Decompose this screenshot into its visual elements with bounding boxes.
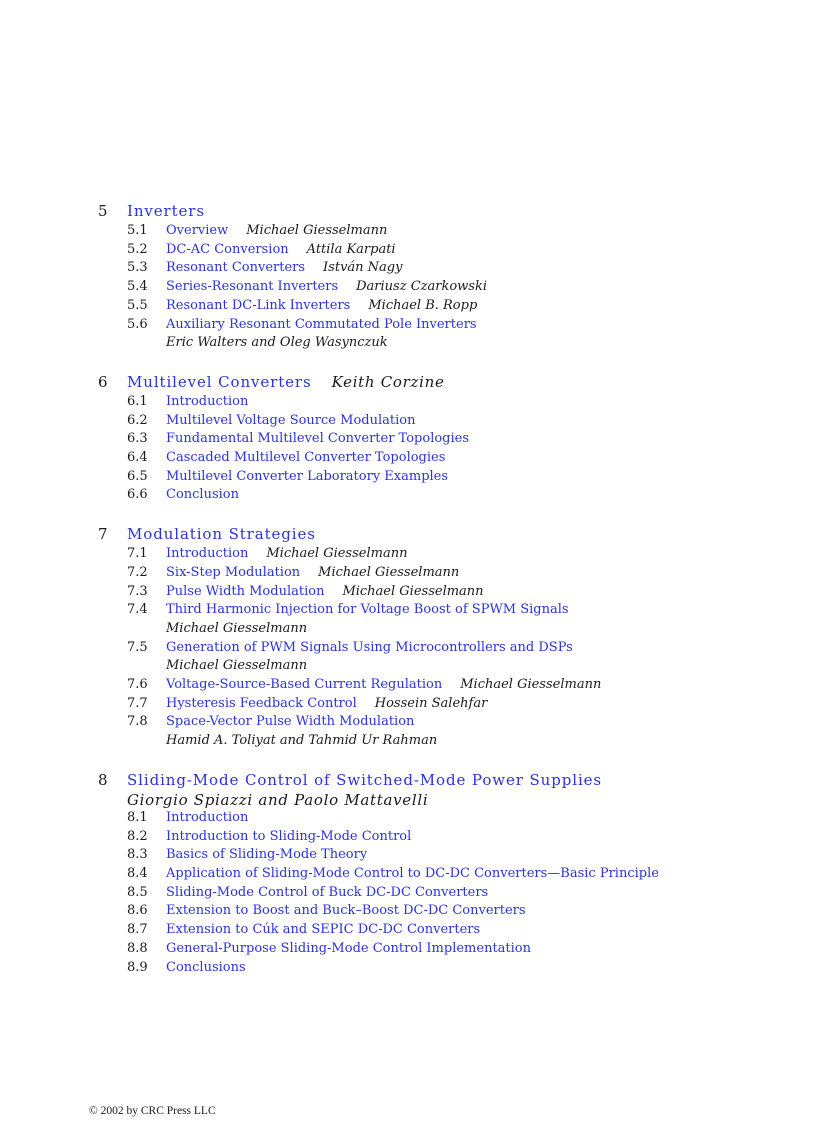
section-body bbox=[0, 713, 816, 750]
toc-section-row bbox=[0, 449, 816, 468]
toc-section-row bbox=[0, 921, 816, 940]
chapter-7 bbox=[0, 524, 816, 751]
section-title-link[interactable]: Introduction bbox=[166, 546, 249, 562]
section-number: 6.3 bbox=[127, 431, 148, 447]
toc-section-row bbox=[0, 278, 816, 297]
section-body bbox=[0, 583, 816, 602]
section-body bbox=[0, 486, 816, 505]
toc-section-row bbox=[0, 865, 816, 884]
section-number: 8.8 bbox=[127, 940, 148, 956]
copyright-footer: © 2002 by CRC Press LLC bbox=[89, 1105, 216, 1117]
section-title-link[interactable]: Series-Resonant Inverters bbox=[166, 279, 339, 295]
chapter-number: 7 bbox=[98, 525, 108, 544]
chapter-author-line: Giorgio Spiazzi and Paolo Mattavelli bbox=[127, 790, 429, 809]
section-number: 7.5 bbox=[127, 639, 148, 655]
toc-section-row bbox=[0, 695, 816, 714]
toc-section-row bbox=[0, 902, 816, 921]
chapter-title-line bbox=[127, 372, 445, 393]
section-title-link[interactable]: Conclusions bbox=[166, 959, 246, 975]
chapter-title-link[interactable]: Modulation Strategies bbox=[127, 525, 316, 544]
section-number: 6.6 bbox=[127, 487, 148, 503]
section-title-link[interactable]: Sliding-Mode Control of Buck DC-DC Converters bbox=[166, 884, 489, 900]
section-body bbox=[0, 278, 816, 297]
section-author-line: Michael Giesselmann bbox=[166, 620, 308, 636]
section-number: 7.2 bbox=[127, 564, 148, 580]
section-number: 6.1 bbox=[127, 393, 148, 409]
toc-section-row bbox=[0, 241, 816, 260]
section-title-link[interactable]: Overview bbox=[166, 223, 229, 238]
section-body bbox=[0, 846, 816, 865]
section-author: István Nagy bbox=[323, 260, 403, 276]
section-number: 7.4 bbox=[127, 602, 148, 618]
chapter-author: Keith Corzine bbox=[331, 372, 445, 391]
section-number: 6.5 bbox=[127, 468, 148, 484]
chapter-title-link[interactable]: Sliding-Mode Control of Switched-Mode Power Supplies bbox=[127, 770, 603, 789]
chapter-heading bbox=[0, 372, 816, 393]
section-body bbox=[0, 297, 816, 316]
chapter-title-line bbox=[127, 524, 316, 545]
section-body bbox=[0, 601, 816, 638]
section-body bbox=[0, 259, 816, 278]
section-body bbox=[0, 902, 816, 921]
section-author-line: Hamid A. Toliyat and Tahmid Ur Rahman bbox=[166, 733, 438, 749]
section-number: 8.7 bbox=[127, 922, 148, 938]
section-body bbox=[0, 809, 816, 828]
chapter-8 bbox=[0, 770, 816, 977]
section-title-link[interactable]: Hysteresis Feedback Control bbox=[166, 695, 357, 711]
section-number: 5.6 bbox=[127, 316, 148, 332]
section-number: 8.2 bbox=[127, 828, 148, 844]
section-title-link[interactable]: General-Purpose Sliding-Mode Control Implementation bbox=[166, 940, 531, 956]
section-number: 7.8 bbox=[127, 714, 148, 730]
section-title-link[interactable]: Basics of Sliding-Mode Theory bbox=[166, 847, 368, 863]
section-title-link[interactable]: Resonant DC-Link Inverters bbox=[166, 297, 351, 313]
section-title-link[interactable]: DC-AC Conversion bbox=[166, 241, 289, 257]
chapter-heading bbox=[0, 770, 816, 791]
chapter-6 bbox=[0, 372, 816, 505]
section-title-link[interactable]: Introduction bbox=[166, 809, 249, 825]
section-number: 8.6 bbox=[127, 903, 148, 919]
chapter-title-line bbox=[127, 770, 602, 791]
section-body bbox=[0, 676, 816, 695]
section-body bbox=[0, 412, 816, 431]
section-author: Attila Karpati bbox=[306, 241, 396, 257]
chapter-5 bbox=[0, 201, 816, 353]
section-title-link[interactable]: Cascaded Multilevel Converter Topologies bbox=[166, 450, 446, 466]
section-number: 7.1 bbox=[127, 546, 148, 562]
toc-section-row bbox=[0, 393, 816, 412]
toc-section-row bbox=[0, 583, 816, 602]
toc-section-row bbox=[0, 545, 816, 564]
chapter-title-line bbox=[127, 201, 205, 222]
toc-section-row bbox=[0, 884, 816, 903]
section-author-line: Michael Giesselmann bbox=[166, 658, 308, 674]
toc-section-row bbox=[0, 601, 816, 638]
section-author: Michael Giesselmann bbox=[342, 583, 484, 599]
section-title-link[interactable]: Third Harmonic Injection for Voltage Boost of SPWM Signals bbox=[166, 602, 569, 618]
section-author: Hossein Salehfar bbox=[374, 695, 488, 711]
section-body bbox=[0, 241, 816, 260]
section-body bbox=[0, 468, 816, 487]
toc-section-row bbox=[0, 486, 816, 505]
section-title-link[interactable]: Generation of PWM Signals Using Microcontrollers and DSPs bbox=[166, 639, 573, 655]
section-body bbox=[0, 695, 816, 714]
section-title-link[interactable]: Auxiliary Resonant Commutated Pole Inverters bbox=[166, 316, 477, 332]
chapter-number: 8 bbox=[98, 770, 108, 789]
section-number: 6.4 bbox=[127, 450, 148, 466]
section-body bbox=[0, 545, 816, 564]
toc-section-row bbox=[0, 259, 816, 278]
section-number: 8.3 bbox=[127, 847, 148, 863]
section-body bbox=[0, 959, 816, 978]
section-author: Michael Giesselmann bbox=[318, 564, 460, 580]
toc-section-row bbox=[0, 564, 816, 583]
chapter-heading bbox=[0, 201, 816, 222]
section-title-link[interactable]: Extension to Boost and Buck–Boost DC-DC Converters bbox=[166, 903, 526, 919]
section-body bbox=[0, 564, 816, 583]
section-title-link[interactable]: Voltage-Source-Based Current Regulation bbox=[166, 677, 443, 693]
section-number: 7.3 bbox=[127, 583, 148, 599]
section-title-link[interactable]: Introduction to Sliding-Mode Control bbox=[166, 828, 412, 844]
section-number: 5.4 bbox=[127, 279, 148, 295]
toc-section-row bbox=[0, 809, 816, 828]
section-title-link[interactable]: Multilevel Converter Laboratory Examples bbox=[166, 468, 449, 484]
chapter-title-link[interactable]: Inverters bbox=[127, 202, 205, 220]
section-number: 8.1 bbox=[127, 809, 148, 825]
section-title-link[interactable]: Introduction bbox=[166, 393, 249, 409]
toc-section-row bbox=[0, 430, 816, 449]
section-title-link[interactable]: Six-Step Modulation bbox=[166, 564, 301, 580]
section-author: Dariusz Czarkowski bbox=[356, 279, 487, 295]
toc-section-row bbox=[0, 676, 816, 695]
section-body bbox=[0, 316, 816, 353]
chapter-number: 6 bbox=[98, 372, 108, 391]
section-title-link[interactable]: Conclusion bbox=[166, 487, 239, 503]
toc-section-row bbox=[0, 412, 816, 431]
section-number: 8.9 bbox=[127, 959, 148, 975]
section-title-link[interactable]: Multilevel Voltage Source Modulation bbox=[166, 412, 416, 428]
section-author: Michael Giesselmann bbox=[460, 677, 602, 693]
section-title-link[interactable]: Space-Vector Pulse Width Modulation bbox=[166, 714, 415, 730]
toc-section-row bbox=[0, 713, 816, 750]
section-number: 7.6 bbox=[127, 677, 148, 693]
toc-section-row bbox=[0, 846, 816, 865]
toc-section-row bbox=[0, 639, 816, 676]
section-number: 8.4 bbox=[127, 865, 148, 881]
section-author: Michael Giesselmann bbox=[246, 223, 388, 238]
section-title-link[interactable]: Extension to Cúk and SEPIC DC-DC Converters bbox=[166, 922, 481, 938]
section-body bbox=[0, 921, 816, 940]
section-body bbox=[0, 940, 816, 959]
section-title-link[interactable]: Pulse Width Modulation bbox=[166, 583, 325, 599]
section-body bbox=[0, 884, 816, 903]
section-body bbox=[0, 449, 816, 468]
section-title-link[interactable]: Application of Sliding-Mode Control to DC-DC Converters—Basic Principle bbox=[166, 865, 659, 881]
chapter-title-link[interactable]: Multilevel Converters bbox=[127, 372, 312, 391]
toc-section-row bbox=[0, 940, 816, 959]
chapter-number: 5 bbox=[98, 202, 108, 220]
section-number: 6.2 bbox=[127, 412, 148, 428]
toc-section-row bbox=[0, 468, 816, 487]
section-body bbox=[0, 828, 816, 847]
section-number: 5.2 bbox=[127, 241, 148, 257]
table-of-contents bbox=[0, 201, 816, 996]
section-body bbox=[0, 639, 816, 676]
chapter-heading bbox=[0, 524, 816, 545]
section-author: Michael Giesselmann bbox=[266, 546, 408, 562]
section-number: 5.3 bbox=[127, 260, 148, 276]
section-author: Michael B. Ropp bbox=[368, 297, 478, 313]
toc-section-row bbox=[0, 316, 816, 353]
section-author-line: Eric Walters and Oleg Wasynczuk bbox=[166, 335, 388, 351]
section-body bbox=[0, 430, 816, 449]
section-number: 8.5 bbox=[127, 884, 148, 900]
section-number: 7.7 bbox=[127, 695, 148, 711]
section-body bbox=[0, 865, 816, 884]
section-number: 5.1 bbox=[127, 223, 148, 238]
toc-section-row bbox=[0, 297, 816, 316]
section-body bbox=[0, 222, 816, 241]
toc-section-row bbox=[0, 828, 816, 847]
toc-section-row bbox=[0, 959, 816, 978]
toc-section-row bbox=[0, 222, 816, 241]
section-number: 5.5 bbox=[127, 297, 148, 313]
section-body bbox=[0, 393, 816, 412]
section-title-link[interactable]: Fundamental Multilevel Converter Topologies bbox=[166, 431, 470, 447]
section-title-link[interactable]: Resonant Converters bbox=[166, 260, 306, 276]
